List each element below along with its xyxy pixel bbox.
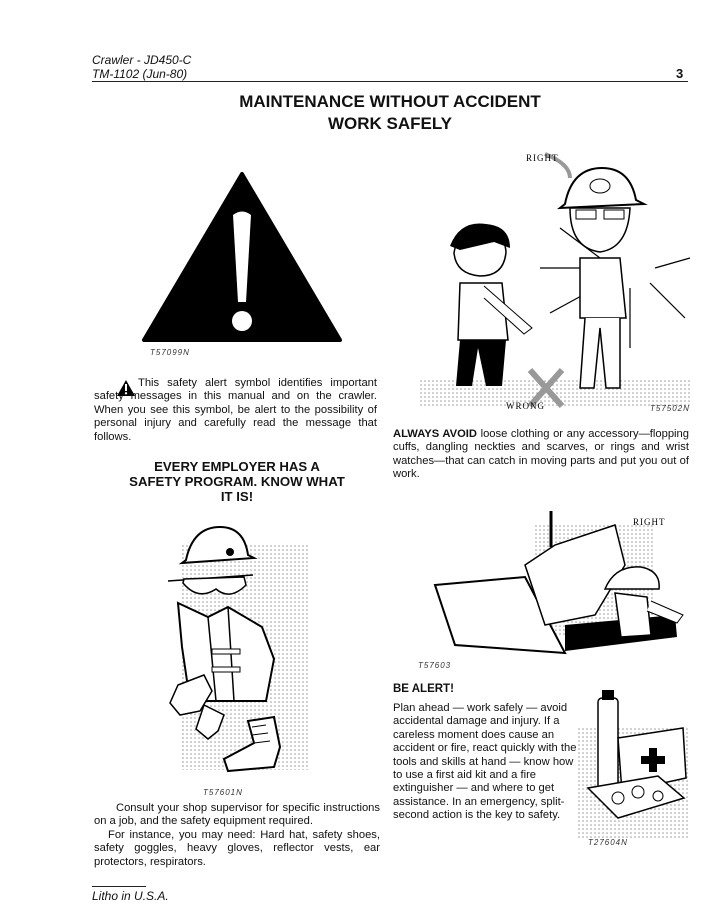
avoid-lead: ALWAYS AVOID	[393, 428, 477, 440]
header-rule	[92, 81, 688, 82]
crawler-figure-code: T57603	[418, 661, 452, 670]
header-manual-date: TM-1102 (Jun-80)	[92, 67, 188, 81]
consult-paragraph: Consult your shop supervisor for specific instructions on a job, and the safety equipment required.	[94, 802, 380, 828]
equipment-paragraph: For instance, you may need: Hard hat, safety shoes, safety goggles, heavy gloves, reflector vests, ear protectors, respirators.	[94, 829, 380, 868]
crawler-right-label: RIGHT	[633, 517, 666, 527]
first-aid-kit-illustration	[578, 688, 693, 848]
crawler-illustration	[415, 505, 690, 665]
alert-paragraph: This safety alert symbol identifies important safety messages in this manual and on the crawler. When you see this symbol, be alert to the possibility of personal injury and carefully read the message that follows.	[94, 377, 377, 443]
page-title: MAINTENANCE WITHOUT ACCIDENT	[239, 92, 541, 111]
safety-alert-triangle-icon	[140, 170, 345, 345]
right-wrong-illustration	[420, 148, 695, 418]
wrong-label: WRONG	[506, 401, 545, 411]
gear-figure-code: T57601N	[203, 788, 243, 797]
footer-rule	[92, 886, 146, 887]
safety-gear-illustration	[158, 505, 308, 785]
people-figure-code: T57502N	[650, 404, 690, 413]
avoid-text: loose clothing or any accessory—flopping cuffs, dangling neckties and scarves, or rings and wrist watches—that can catch in moving parts and put you out of work.	[393, 428, 689, 481]
alert-figure-code: T57099N	[150, 348, 190, 357]
footer-litho: Litho in U.S.A.	[92, 889, 169, 903]
page-number: 3	[676, 66, 684, 81]
right-label: RIGHT	[526, 153, 559, 163]
header-model: Crawler - JD450-C	[92, 53, 192, 67]
avoid-paragraph	[393, 428, 689, 482]
employer-heading: EVERY EMPLOYER HAS A SAFETY PROGRAM. KNOW WHAT IT IS!	[129, 459, 345, 504]
page-subtitle: WORK SAFELY	[327, 114, 453, 133]
kit-figure-code: T27604N	[588, 838, 628, 847]
be-alert-paragraph: Plan ahead — work safely — avoid accidental damage and injury. If a careless moment does cause an accident or fire, react quickly with the tools and skills at hand — know how to use a first aid kit and a fire extinguisher — and where to get assistance. In an emergency, split-second action is the key to safety.	[393, 702, 577, 822]
be-alert-heading: BE ALERT!	[393, 683, 454, 695]
